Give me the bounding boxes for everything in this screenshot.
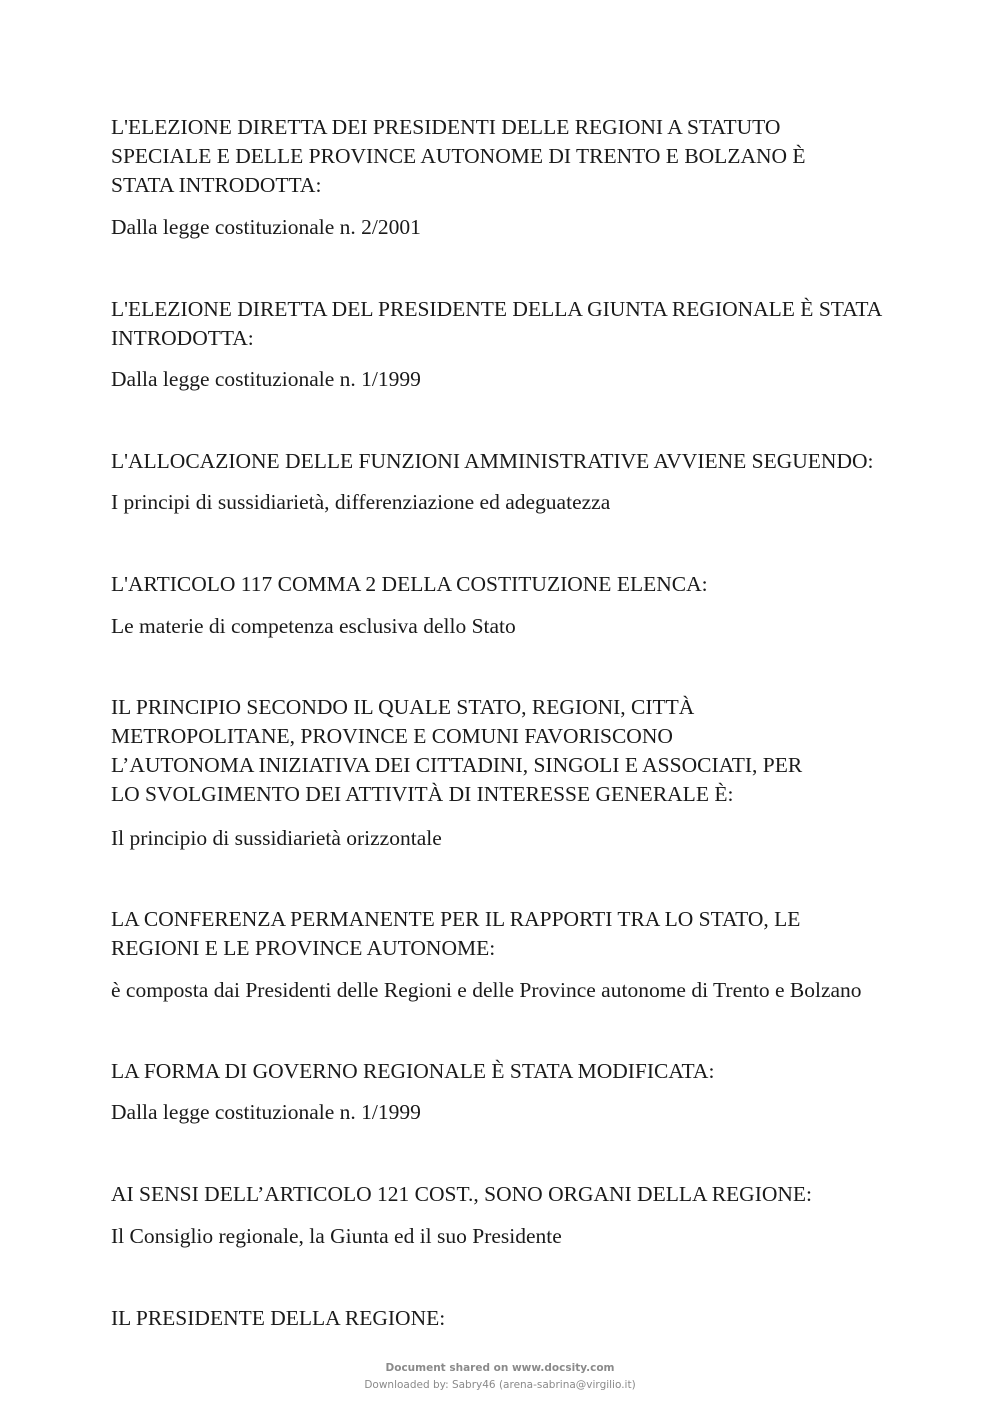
footer-download-notice: Downloaded by: Sabry46 (arena-sabrina@virgilio.it) xyxy=(364,1379,636,1391)
answer-2: Dalla legge costituzionale n. 1/1999 xyxy=(111,367,421,391)
answer-5: Il principio di sussidiarietà orizzontale xyxy=(111,826,442,850)
answer-8: Il Consiglio regionale, la Giunta ed il suo Presidente xyxy=(111,1224,562,1248)
answer-1: Dalla legge costituzionale n. 2/2001 xyxy=(111,215,421,239)
question-9: IL PRESIDENTE DELLA REGIONE: xyxy=(111,1306,446,1330)
question-7: LA FORMA DI GOVERNO REGIONALE È STATA MODIFICATA: xyxy=(111,1059,715,1083)
answer-6: è composta dai Presidenti delle Regioni e delle Province autonome di Trento e Bolzano xyxy=(111,978,862,1002)
question-3: L'ALLOCAZIONE DELLE FUNZIONI AMMINISTRATIVE AVVIENE SEGUENDO: xyxy=(111,449,874,473)
question-5: IL PRINCIPIO SECONDO IL QUALE STATO, REGIONI, CITTÀ METROPOLITANE, PROVINCE E COMUNI FAVORISCONO L’AUTONOMA INIZIATIVA DEI CITTADINI, SINGOLI E ASSOCIATI, PER LO SVOLGIMENTO DEI ATTIVITÀ DI INTERESSE GENERALE È: xyxy=(111,695,803,806)
question-2: L'ELEZIONE DIRETTA DEL PRESIDENTE DELLA GIUNTA REGIONALE È STATA INTRODOTTA: xyxy=(111,297,883,350)
question-6: LA CONFERENZA PERMANENTE PER IL RAPPORTI TRA LO STATO, LE REGIONI E LE PROVINCE AUTONOME: xyxy=(111,907,801,960)
question-4: L'ARTICOLO 117 COMMA 2 DELLA COSTITUZIONE ELENCA: xyxy=(111,572,708,596)
answer-4: Le materie di competenza esclusiva dello Stato xyxy=(111,614,516,638)
answer-3: I principi di sussidiarietà, differenziazione ed adeguatezza xyxy=(111,490,611,514)
footer-shared-notice: Document shared on www.docsity.com xyxy=(385,1362,615,1374)
question-8: AI SENSI DELL’ARTICOLO 121 COST., SONO ORGANI DELLA REGIONE: xyxy=(111,1182,813,1206)
question-1: L'ELEZIONE DIRETTA DEI PRESIDENTI DELLE REGIONI A STATUTO SPECIALE E DELLE PROVINCE AUTONOME DI TRENTO E BOLZANO È STATA INTRODOTTA: xyxy=(111,115,806,197)
answer-7: Dalla legge costituzionale n. 1/1999 xyxy=(111,1100,421,1124)
